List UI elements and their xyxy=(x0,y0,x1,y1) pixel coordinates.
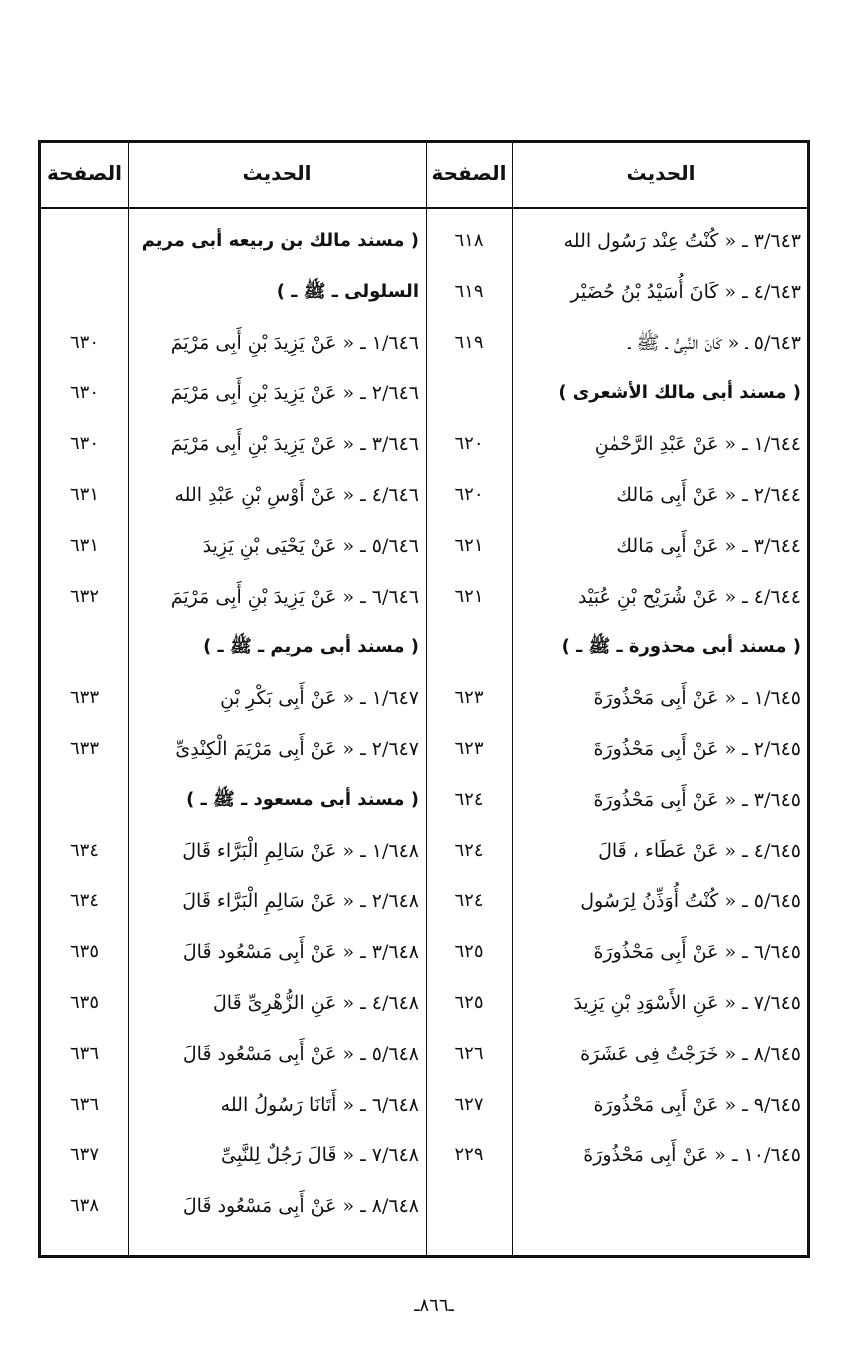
hadith-entry: ٥/٦٤٨ ـ « عَنْ أَبِى مَسْعُود قَالَ xyxy=(182,1042,419,1065)
hadith-entry: ٤/٦٤٤ ـ « عَنْ شُرَيْح بْنِ عُبَيْد xyxy=(578,585,801,608)
hadith-entry: ٢/٦٤٧ ـ « عَنْ أَبِى مَرْيَمَ الْكِنْدِىِّ xyxy=(175,738,419,760)
header-divider xyxy=(41,207,807,209)
page-reference: ٦٢٠ xyxy=(454,433,484,455)
section-heading: ( مسند أبى مالك الأشعرى ) xyxy=(558,382,801,404)
page-reference: ٦٣٨ xyxy=(69,1195,99,1217)
hadith-entry: ٣/٦٤٥ ـ « عَنْ أَبِى مَحْذُورَةَ xyxy=(593,788,801,811)
hadith-entry: ٦/٦٤٥ ـ « عَنْ أَبِى مَحْذُورَةَ xyxy=(593,941,801,964)
page-reference: ٦٣٧ xyxy=(69,1144,99,1166)
page-reference: ٦٣٤ xyxy=(69,839,99,861)
hadith-entry: ٣/٦٤٨ ـ « عَنْ أَبِى مَسْعُود قَالَ xyxy=(182,941,419,964)
hadith-entry: ٨/٦٤٥ ـ « خَرَجْتُ فِى عَشَرَة xyxy=(580,1042,801,1065)
index-table xyxy=(38,140,810,1258)
hadith-entry: ٣/٦٤٣ ـ « كُنْتُ عِنْد رَسُول الله xyxy=(563,230,801,252)
header-page-right: الصفحة xyxy=(431,161,507,185)
hadith-entry: ٧/٦٤٥ ـ « عَنِ الأَسْوَدِ بْنِ يَزِيدَ xyxy=(573,992,801,1014)
page-reference: ٦٢٠ xyxy=(454,484,484,505)
hadith-entry: ١/٦٤٦ ـ « عَنْ يَزِيدَ بْنِ أَبِى مَرْيَمَ xyxy=(170,331,419,354)
page-reference: ٦١٩ xyxy=(454,331,484,353)
hadith-entry: ٤/٦٤٥ ـ « عَنْ عَطَاء ، قَالَ xyxy=(598,839,801,862)
hadith-entry: ٥/٦٤٥ ـ « كُنْتُ أُوَذِّنُ لِرَسُول xyxy=(580,890,801,913)
hadith-entry: ٥/٦٤٣ ـ « كَانَ النَّبِىُّ ـ ﷺ ـ xyxy=(628,331,801,354)
page-reference: ٦٣٥ xyxy=(69,992,99,1013)
page-reference: ٦٢٣ xyxy=(454,687,484,709)
hadith-entry: ٢/٦٤٤ ـ « عَنْ أَبِى مَالك xyxy=(616,484,801,506)
page-reference: ٦٣١ xyxy=(69,534,99,556)
page-reference: ٦٣٣ xyxy=(69,738,99,759)
hadith-entry: ١/٦٤٨ ـ « عَنْ سَالِمِ الْبَرَّاء قَالَ xyxy=(182,839,419,862)
section-heading: ( مسند أبى مسعود ـ ﷺ ـ ) xyxy=(186,788,419,810)
page-reference: ٦٢٦ xyxy=(454,1042,484,1064)
column-divider xyxy=(128,143,129,1255)
page-reference: ٦٣٠ xyxy=(69,331,99,353)
column-divider xyxy=(512,143,513,1255)
hadith-entry: ٧/٦٤٨ ـ « قَالَ رَجُلٌ لِلنَّبِىِّ xyxy=(221,1144,419,1167)
page-reference: ٦٢٥ xyxy=(454,941,484,963)
hadith-entry: ١/٦٤٤ ـ « عَنْ عَبْدِ الرَّحْمٰنِ xyxy=(594,433,801,456)
page-reference: ٦٣٤ xyxy=(69,890,99,912)
section-heading: ( مسند أبى محذورة ـ ﷺ ـ ) xyxy=(561,636,801,658)
page-reference: ٦٣٦ xyxy=(69,1093,99,1115)
hadith-entry: ٣/٦٤٦ ـ « عَنْ يَزِيدَ بْنِ أَبِى مَرْيَمَ xyxy=(170,433,419,456)
hadith-entry: ٥/٦٤٦ ـ « عَنْ يَحْيَى بْنِ يَزِيدَ xyxy=(202,534,419,557)
page-reference: ٦٣٣ xyxy=(69,687,99,709)
page-reference: ٦٢١ xyxy=(454,534,484,556)
page-reference: ٦٣٦ xyxy=(69,1042,99,1064)
page-reference: ٦٢٤ xyxy=(454,788,484,810)
hadith-entry: ٨/٦٤٨ ـ « عَنْ أَبِى مَسْعُود قَالَ xyxy=(182,1195,419,1218)
hadith-entry: ٢/٦٤٨ ـ « عَنْ سَالِمِ الْبَرَّاء قَالَ xyxy=(182,890,419,913)
page-reference: ٦٣١ xyxy=(69,484,99,505)
section-heading: ( مسند أبى مريم ـ ﷺ ـ ) xyxy=(203,636,419,658)
header-page-left: الصفحة xyxy=(46,161,122,185)
page-reference: ٦١٨ xyxy=(454,230,484,251)
hadith-entry: ٢/٦٤٦ ـ « عَنْ يَزِيدَ بْنِ أَبِى مَرْيَمَ xyxy=(170,382,419,405)
hadith-entry: ٣/٦٤٤ ـ « عَنْ أَبِى مَالك xyxy=(616,534,801,557)
page-reference: ٦٢٥ xyxy=(454,992,484,1013)
page-reference: ٦٣٢ xyxy=(69,585,99,607)
header-hadith-right: الحديث xyxy=(626,161,696,185)
hadith-entry: ١٠/٦٤٥ ـ « عَنْ أَبِى مَحْذُورَةَ xyxy=(583,1144,801,1167)
page-reference: ٦١٩ xyxy=(454,280,484,302)
page-reference: ٦٣٠ xyxy=(69,433,99,455)
hadith-entry: ٦/٦٤٨ ـ « أَتَانَا رَسُولُ الله xyxy=(220,1093,419,1116)
page-reference: ٦٣٥ xyxy=(69,941,99,963)
hadith-entry: ٤/٦٤٣ ـ « كَانَ أُسَيْدُ بْنُ حُضَيْر xyxy=(570,280,801,303)
hadith-entry: ٢/٦٤٥ ـ « عَنْ أَبِى مَحْذُورَةَ xyxy=(593,738,801,760)
section-heading: ( مسند مالك بن ربيعه أبى مريم xyxy=(141,230,419,251)
page-reference: ٦٢٤ xyxy=(454,839,484,861)
page-reference: ٦٢١ xyxy=(454,585,484,607)
hadith-entry: ٦/٦٤٦ ـ « عَنْ يَزِيدَ بْنِ أَبِى مَرْيَمَ xyxy=(170,585,419,608)
hadith-entry: ٤/٦٤٦ ـ « عَنْ أَوْسِ بْنِ عَبْدِ الله xyxy=(174,484,419,506)
hadith-entry: ٩/٦٤٥ ـ « عَنْ أَبِى مَحْذُورَة xyxy=(593,1093,801,1116)
page-reference: ٦٢٣ xyxy=(454,738,484,759)
section-heading: السلولى ـ ﷺ ـ ) xyxy=(276,280,419,302)
hadith-entry: ١/٦٤٥ ـ « عَنْ أَبِى مَحْذُورَةَ xyxy=(593,687,801,710)
hadith-entry: ٤/٦٤٨ ـ « عَنِ الزُّهْرِىِّ قَالَ xyxy=(212,992,419,1014)
hadith-entry: ١/٦٤٧ ـ « عَنْ أَبِى بَكْرِ بْنِ xyxy=(220,687,419,710)
header-hadith-left: الحديث xyxy=(242,161,312,185)
page-number: ـ٨٦٦ـ xyxy=(414,1295,454,1316)
page-reference: ٦٢٧ xyxy=(454,1093,484,1115)
page-reference: ٦٣٠ xyxy=(69,382,99,404)
page-reference: ٢٢٩ xyxy=(454,1144,484,1166)
page-reference: ٦٢٤ xyxy=(454,890,484,912)
